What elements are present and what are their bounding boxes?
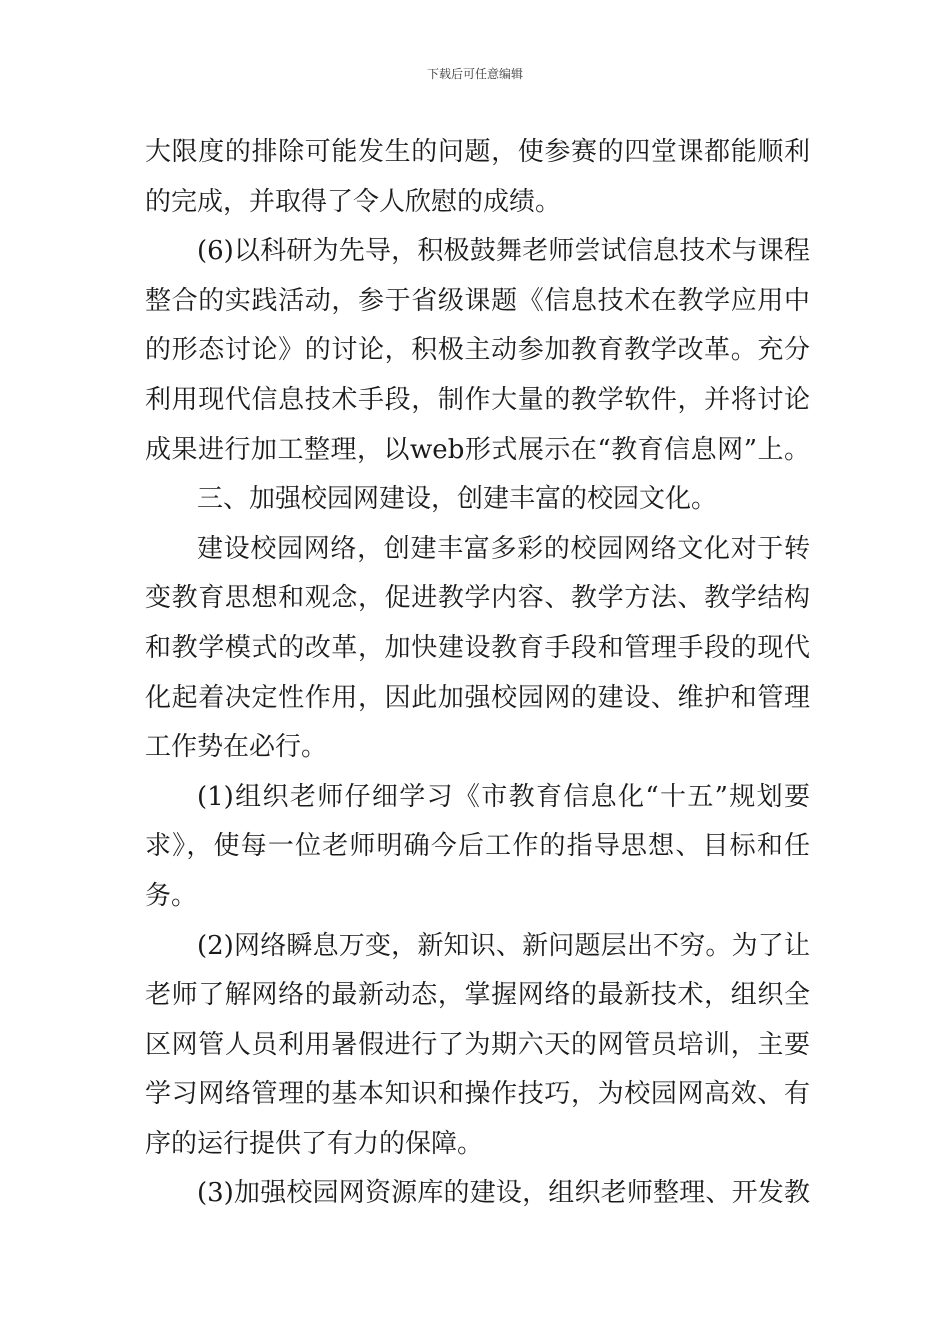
text-line: 的形态讨论》的讨论，积极主动参加教育教学改革。充分 [145, 335, 810, 366]
text-line: 的完成，并取得了令人欣慰的成绩。 [145, 186, 562, 217]
text-line: 成果进行加工整理，以web形式展示在“教育信息网”上。 [145, 434, 810, 465]
text-line: (6)以科研为先导，积极鼓舞老师尝试信息技术与课程 [197, 236, 810, 267]
text-line: 三、加强校园网建设，创建丰富的校园文化。 [197, 484, 718, 515]
document-body [145, 128, 810, 1219]
text-line: 整合的实践活动，参于省级课题《信息技术在教学应用中 [145, 285, 810, 316]
text-line: 求》，使每一位老师明确今后工作的指导思想、目标和任 [145, 831, 810, 862]
text-line: 化起着决定性作用，因此加强校园网的建设、维护和管理 [145, 682, 810, 713]
text-line: (1)组织老师仔细学习《市教育信息化“十五”规划要 [197, 781, 810, 812]
text-line: 工作势在必行。 [145, 732, 328, 763]
text-line: 务。 [145, 880, 198, 911]
text-line: (2)网络瞬息万变，新知识、新问题层出不穷。为了让 [197, 930, 810, 961]
text-line: 序的运行提供了有力的保障。 [145, 1128, 484, 1159]
text-line: 学习网络管理的基本知识和操作技巧，为校园网高效、有 [145, 1079, 810, 1110]
text-line: 利用现代信息技术手段，制作大量的教学软件，并将讨论 [145, 384, 810, 415]
text-line: 区网管人员利用暑假进行了为期六天的网管员培训，主要 [145, 1029, 810, 1060]
page-header: 下载后可任意编辑 [426, 67, 523, 81]
text-line: 建设校园网络，创建丰富多彩的校园网络文化对于转 [197, 533, 810, 564]
text-line: 和教学模式的改革，加快建设教育手段和管理手段的现代 [145, 632, 810, 663]
text-line: 变教育思想和观念，促进教学内容、教学方法、教学结构 [145, 583, 810, 614]
text-line: 老师了解网络的最新动态，掌握网络的最新技术，组织全 [145, 980, 810, 1011]
text-line: 大限度的排除可能发生的问题，使参赛的四堂课都能顺利 [145, 137, 810, 167]
text-line: (3)加强校园网资源库的建设，组织老师整理、开发教 [197, 1178, 810, 1209]
